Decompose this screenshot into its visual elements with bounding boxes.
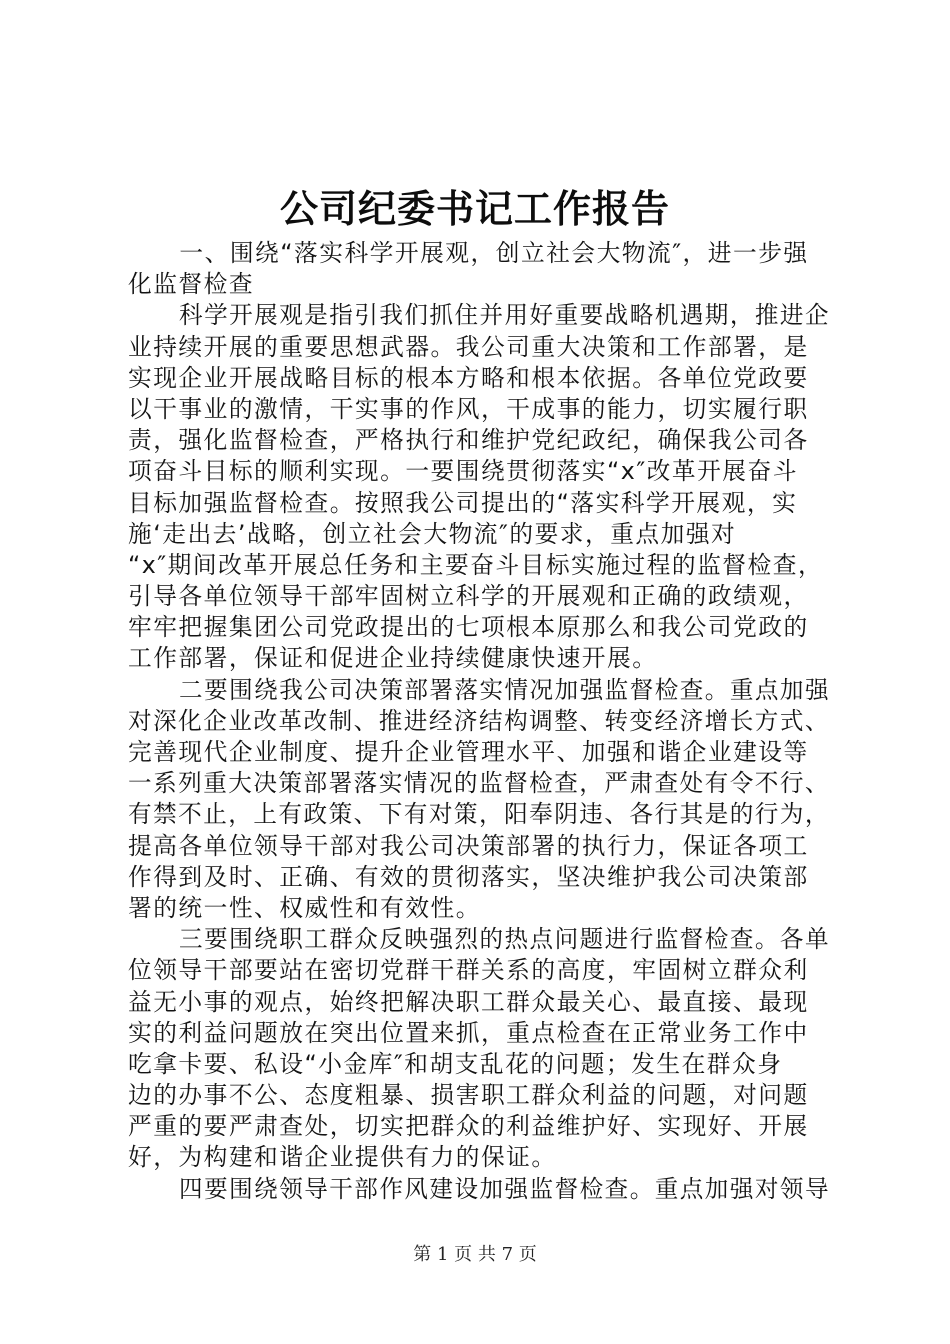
paragraph-first-line: 三要围绕职工群众反映强烈的热点问题进行监督检查。各单 <box>179 925 830 954</box>
paragraph-line: 业持续开展的重要思想武器。我公司重大决策和工作部署，是 <box>128 332 809 361</box>
paragraph-line: 一系列重大决策部署落实情况的监督检查，严肃查处有令不行、 <box>128 769 831 798</box>
paragraph-first-line: 四要围绕领导干部作风建设加强监督检查。重点加强对领导 <box>179 1174 830 1203</box>
paragraph-line: 边的办事不公、态度粗暴、损害职工群众利益的问题，对问题 <box>128 1081 809 1110</box>
paragraph-line: 化监督检查 <box>128 270 255 299</box>
paragraph-line: 严重的要严肃查处，切实把群众的利益维护好、实现好、开展 <box>128 1112 809 1141</box>
paragraph-line: 对深化企业改革改制、推进经济结构调整、转变经济增长方式、 <box>128 706 831 735</box>
paragraph-line: 完善现代企业制度、提升企业管理水平、加强和谐企业建设等 <box>128 738 809 766</box>
paragraph-line: 实现企业开展战略目标的根本方略和根本依据。各单位党政要 <box>128 363 809 392</box>
paragraph-line: 以干事业的激情，干实事的作风，干成事的能力，切实履行职 <box>128 394 809 423</box>
paragraph-line: 有禁不止，上有政策、下有对策，阳奉阴违、各行其是的行为， <box>128 800 831 829</box>
paragraph-line: 目标加强监督检查。按照我公司提出的“落实科学开展观，实 <box>128 488 798 517</box>
paragraph-line: 好，为构建和谐企业提供有力的保证。 <box>128 1143 557 1172</box>
paragraph-line: 工作部署，保证和促进企业持续健康快速开展。 <box>128 644 658 673</box>
paragraph-line: 位领导干部要站在密切党群干群关系的高度，牢固树立群众利 <box>128 956 809 985</box>
paragraph-line: “x″期间改革开展总任务和主要奋斗目标实施过程的监督检查， <box>128 550 824 579</box>
paragraph-first-line: 二要围绕我公司决策部署落实情况加强监督检查。重点加强 <box>179 675 830 704</box>
paragraph-line: 责，强化监督检查，严格执行和维护党纪政纪，确保我公司各 <box>128 426 809 455</box>
paragraph-line: 项奋斗目标的顺利实现。一要围绕贯彻落实“x″改革开展奋斗 <box>128 457 798 486</box>
paragraph-line: 署的统一性、权威性和有效性。 <box>128 893 481 922</box>
paragraph-first-line: 科学开展观是指引我们抓住并用好重要战略机遇期，推进企 <box>179 301 830 330</box>
paragraph-line: 吃拿卡要、私设“小金库″和胡支乱花的问题；发生在群众身 <box>128 1049 783 1078</box>
paragraph-line: 提高各单位领导干部对我公司决策部署的执行力，保证各项工 <box>128 831 809 860</box>
paragraph-line: 引导各单位领导干部牢固树立科学的开展观和正确的政绩观， <box>128 582 809 611</box>
document-body <box>128 238 838 1205</box>
page-number-footer: 第 1 页 共 7 页 <box>413 1244 537 1265</box>
paragraph-first-line: 一、围绕“落实科学开展观，创立社会大物流″，进一步强 <box>179 239 809 267</box>
paragraph-line: 作得到及时、正确、有效的贯彻落实，坚决维护我公司决策部 <box>128 862 809 891</box>
paragraph-line: 施‘走出去’战略，创立社会大物流″的要求，重点加强对 <box>128 519 737 548</box>
paragraph-line: 牢牢把握集团公司党政提出的七项根本原那么和我公司党政的 <box>128 613 809 642</box>
document-title: 公司纪委书记工作报告 <box>279 187 670 231</box>
paragraph-line: 实的利益问题放在突出位置来抓，重点检查在正常业务工作中 <box>128 1018 809 1047</box>
paragraph-line: 益无小事的观点，始终把解决职工群众最关心、最直接、最现 <box>128 987 809 1016</box>
